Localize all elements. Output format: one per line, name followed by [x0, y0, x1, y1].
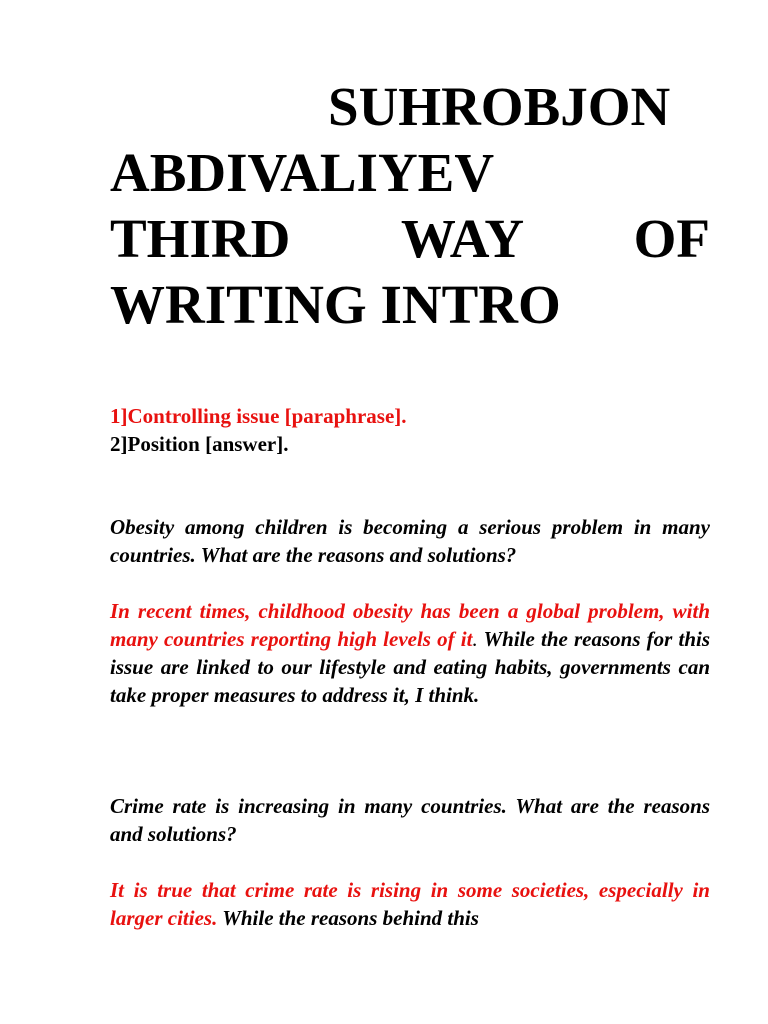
- example2-paraphrase: It is true that crime rate is rising in some societies, especially in larger cities.: [110, 878, 710, 930]
- document-title: [110, 74, 710, 338]
- title-line-1: SUHROBJON: [328, 76, 671, 137]
- legend-item-position: 2]Position [answer].: [110, 432, 289, 456]
- document-page: [110, 74, 710, 932]
- title-line-4: WRITING INTRO: [110, 274, 561, 335]
- legend-item-controlling-issue: 1]Controlling issue [paraphrase].: [110, 404, 407, 428]
- example2-answer: [110, 876, 710, 932]
- example1-position: While the reasons for this issue are linked to our lifestyle and eating habits, governments can take proper measures to address it, I think.: [110, 627, 710, 707]
- example1-paraphrase: In recent times, childhood obesity has been a global problem, with many countries reporting high levels of it: [110, 599, 710, 651]
- example1-question: Obesity among children is becoming a serious problem in many countries. What are the reasons and solutions?: [110, 515, 710, 567]
- structure-legend: [110, 402, 710, 458]
- example1-answer: [110, 597, 710, 709]
- title-line-2: ABDIVALIYEV: [110, 142, 495, 203]
- example1-period: .: [472, 627, 478, 651]
- title-line-3: THIRD WAY OF: [110, 208, 710, 269]
- example2-position: While the reasons behind this: [217, 906, 479, 930]
- example2-question: Crime rate is increasing in many countries. What are the reasons and solutions?: [110, 794, 710, 846]
